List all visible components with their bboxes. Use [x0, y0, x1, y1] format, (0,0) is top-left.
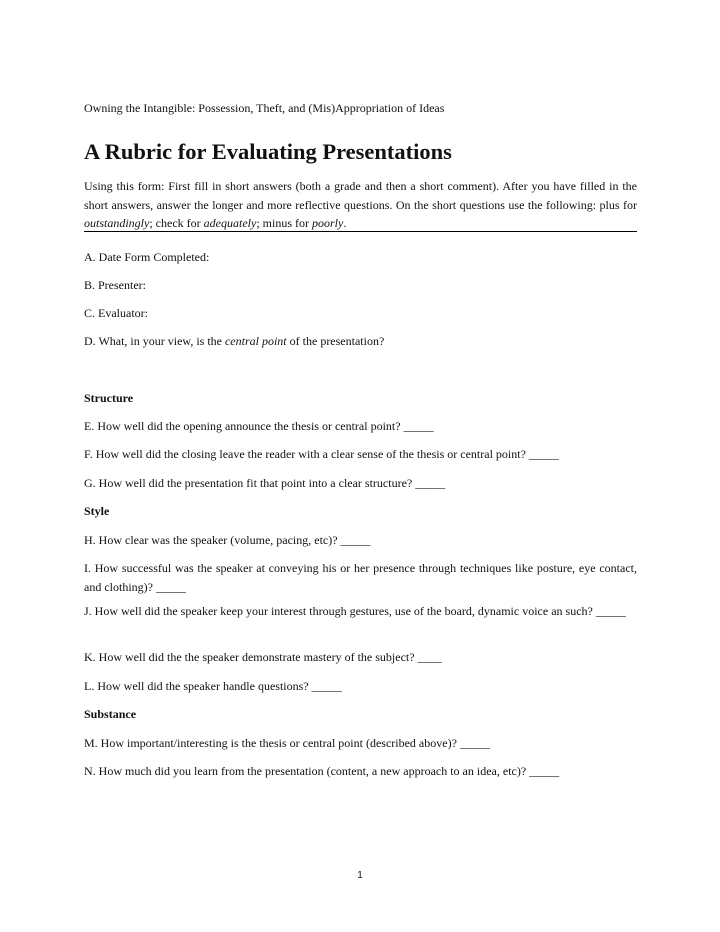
section-heading-substance: Substance: [84, 707, 137, 721]
intro-lead: Using this form: First fill in short answers (both a grade and then a short comment). After you have filled in the short answers, answer the longer and more reflective questions. On the short questions use the following: plus for: [84, 179, 637, 212]
intro-mid-1: ; check for: [149, 216, 204, 230]
question-j: J. How well did the speaker keep your interest through gestures, use of the board, dynamic voice an such? _____: [84, 604, 626, 618]
field-d-emphasis: central point: [224, 334, 287, 348]
running-head: Owning the Intangible: Possession, Theft, and (Mis)Appropriation of Ideas: [84, 101, 445, 115]
field-presenter: B. Presenter:: [84, 278, 146, 292]
question-h: H. How clear was the speaker (volume, pacing, etc)? _____: [84, 533, 371, 547]
field-d-after: of the presentation?: [286, 334, 385, 348]
question-l: L. How well did the speaker handle questions? _____: [84, 679, 342, 693]
intro-mid-2: ; minus for: [256, 216, 312, 230]
question-g: G. How well did the presentation fit that point into a clear structure? _____: [84, 476, 446, 490]
question-f: F. How well did the closing leave the reader with a clear sense of the thesis or central point? _____: [84, 447, 559, 461]
intro-emphasis-adequately: adequately: [203, 216, 257, 230]
question-n: N. How much did you learn from the presentation (content, a new approach to an idea, etc)? _____: [84, 764, 560, 778]
intro-emphasis-outstandingly: outstandingly: [84, 216, 150, 230]
field-d-before: D. What, in your view, is the: [84, 334, 225, 348]
question-m: M. How important/interesting is the thesis or central point (described above)? _____: [84, 736, 490, 750]
horizontal-rule: [84, 231, 637, 232]
field-central-point: [84, 332, 384, 351]
question-k: K. How well did the the speaker demonstrate mastery of the subject? ____: [84, 650, 442, 664]
intro-tail: .: [343, 216, 347, 230]
intro-emphasis-poorly: poorly: [311, 216, 344, 230]
field-date-completed: A. Date Form Completed:: [84, 250, 210, 264]
question-e: E. How well did the opening announce the thesis or central point? _____: [84, 419, 434, 433]
field-evaluator: C. Evaluator:: [84, 306, 148, 320]
section-heading-structure: Structure: [84, 391, 134, 405]
intro-paragraph: [84, 177, 637, 233]
section-heading-style: Style: [84, 504, 110, 518]
document-title: A Rubric for Evaluating Presentations: [84, 139, 452, 164]
page-number: 1: [357, 870, 363, 881]
question-i: I. How successful was the speaker at conveying his or her presence through techniques like posture, eye contact, and clothing)? _____: [84, 561, 637, 594]
